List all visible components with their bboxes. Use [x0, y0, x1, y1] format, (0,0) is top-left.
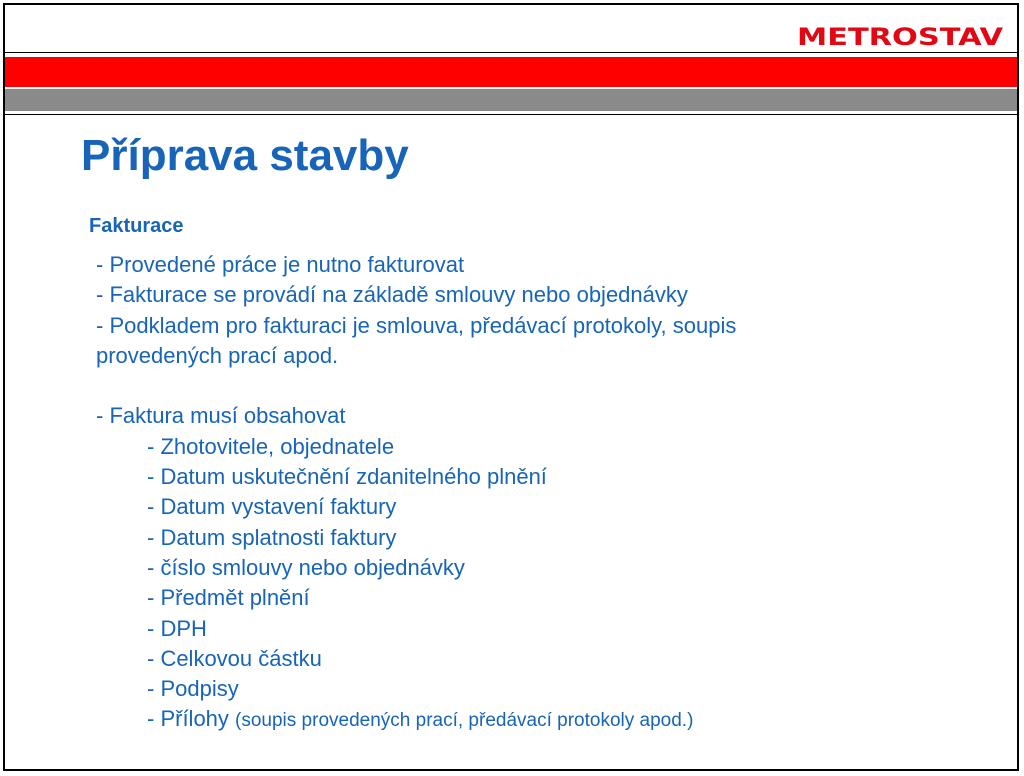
invoice-item: - DPH — [147, 615, 207, 641]
invoice-item: - Datum vystavení faktury — [147, 494, 397, 520]
invoice-item: - číslo smlouvy nebo objednávky — [147, 554, 465, 580]
logo-wordmark — [795, 22, 1005, 52]
invoice-item-attachments — [96, 704, 736, 734]
attachments-label: - Přílohy — [147, 706, 236, 732]
header-bottom-rule — [5, 114, 1017, 115]
invoice-item: - Podpisy — [147, 676, 239, 702]
metrostav-logo — [795, 22, 1005, 52]
invoice-heading: - Faktura musí obsahovat — [96, 403, 346, 429]
header-gray-band — [5, 89, 1017, 111]
intro-line: - Podkladem pro fakturaci je smlouva, předávací protokoly, soupis — [96, 312, 737, 338]
intro-line: - Provedené práce je nutno fakturovat — [96, 252, 465, 277]
attachments-note: (soupis provedených prací, předávací protokoly apod.) — [235, 710, 694, 732]
invoice-item: - Datum splatnosti faktury — [147, 524, 397, 550]
intro-line: provedených prací apod. — [96, 342, 339, 368]
invoice-item: - Datum uskutečnění zdanitelného plnění — [147, 464, 547, 490]
slide-title: Příprava stavby — [81, 131, 409, 180]
blank-line — [96, 371, 736, 401]
header-red-band — [5, 57, 1017, 87]
svg-text:METROSTAV: METROSTAV — [797, 23, 1004, 51]
slide — [3, 3, 1019, 771]
slide-body — [96, 250, 736, 735]
intro-line: - Fakturace se provádí na základě smlouvy nebo objednávky — [96, 282, 688, 308]
invoice-item: - Předmět plnění — [147, 585, 310, 611]
invoice-item: - Zhotovitele, objednatele — [147, 433, 395, 459]
section-heading: Fakturace — [89, 215, 184, 237]
invoice-item: - Celkovou částku — [147, 645, 322, 671]
header-top-rule — [5, 52, 1017, 53]
